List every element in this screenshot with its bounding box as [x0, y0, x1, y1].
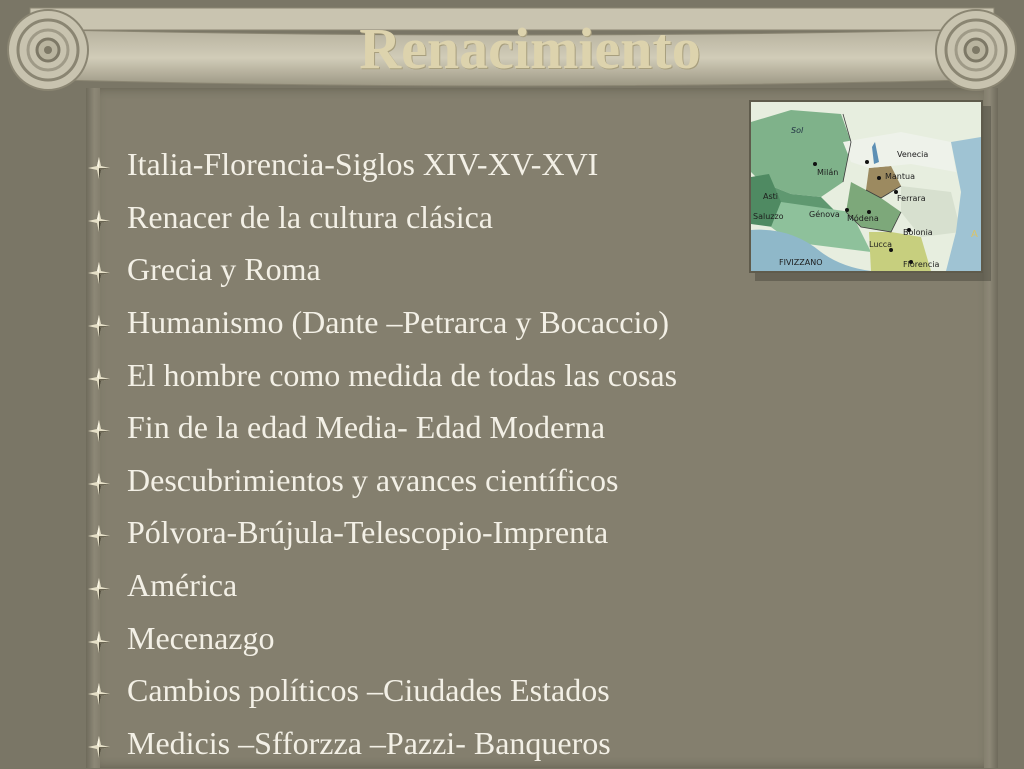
bullet-text: Renacer de la cultura clásica	[127, 198, 493, 235]
map-label-genova: Génova	[809, 210, 840, 219]
bullet-text: Pólvora-Brújula-Telescopio-Imprenta	[127, 514, 609, 551]
map-label-florencia: Florencia	[903, 260, 940, 269]
four-point-star-bullet-icon	[88, 315, 110, 337]
bullet-text: Fin de la edad Media- Edad Moderna	[127, 409, 606, 446]
bullet-text: Descubrimientos y avances científicos	[127, 461, 619, 498]
bullet-text: América	[127, 567, 238, 604]
four-point-star-bullet-icon	[88, 578, 110, 600]
bullet-item	[88, 243, 677, 296]
four-point-star-bullet-icon	[88, 525, 110, 547]
map-label-lucca: Lucca	[869, 240, 893, 249]
bullet-item	[88, 717, 677, 769]
four-point-star-bullet-icon	[88, 157, 110, 179]
four-point-star-bullet-icon	[88, 683, 110, 705]
map-label-saluzzo: Saluzzo	[753, 212, 784, 221]
map-label-bolonia: Bolonia	[903, 228, 933, 237]
bullet-item	[88, 296, 677, 349]
four-point-star-bullet-icon	[88, 210, 110, 232]
four-point-star-bullet-icon	[88, 368, 110, 390]
map-label-modena: Módena	[847, 214, 879, 223]
map-label-milan: Milán	[817, 168, 839, 177]
bullet-text: Cambios políticos –Ciudades Estados	[127, 672, 610, 709]
map-label-ferrara: Ferrara	[897, 194, 926, 203]
four-point-star-bullet-icon	[88, 736, 110, 758]
bullet-list	[88, 138, 677, 769]
map-label-venecia: Venecia	[897, 150, 929, 159]
bullet-text: Grecia y Roma	[127, 251, 321, 288]
slide-title: Renacimiento	[359, 16, 701, 81]
map-label-sol: Sol	[791, 126, 804, 135]
map-label-mantua: Mantua	[885, 172, 915, 181]
four-point-star-bullet-icon	[88, 631, 110, 653]
four-point-star-bullet-icon	[88, 262, 110, 284]
italy-map-image	[749, 100, 983, 273]
bullet-text: Medicis –Sfforzza –Pazzi- Banqueros	[127, 724, 611, 761]
bullet-item	[88, 611, 677, 664]
bullet-item	[88, 191, 677, 244]
map-label-asti: Asti	[763, 192, 778, 201]
four-point-star-bullet-icon	[88, 420, 110, 442]
bullet-text: El hombre como medida de todas las cosas	[127, 356, 678, 393]
bullet-text: Italia-Florencia-Siglos XIV-XV-XVI	[127, 146, 599, 183]
bullet-item	[88, 348, 677, 401]
bullet-text: Mecenazgo	[127, 619, 275, 656]
bullet-item	[88, 664, 677, 717]
bullet-item	[88, 401, 677, 454]
map-label-fivizzano: FIVIZZANO	[779, 258, 823, 267]
four-point-star-bullet-icon	[88, 473, 110, 495]
map-label-corner: A	[971, 229, 978, 240]
bullet-item	[88, 506, 677, 559]
bullet-item	[88, 559, 677, 612]
bullet-item	[88, 454, 677, 507]
bullet-text: Humanismo (Dante –Petrarca y Bocaccio)	[127, 304, 670, 341]
bullet-item	[88, 138, 677, 191]
